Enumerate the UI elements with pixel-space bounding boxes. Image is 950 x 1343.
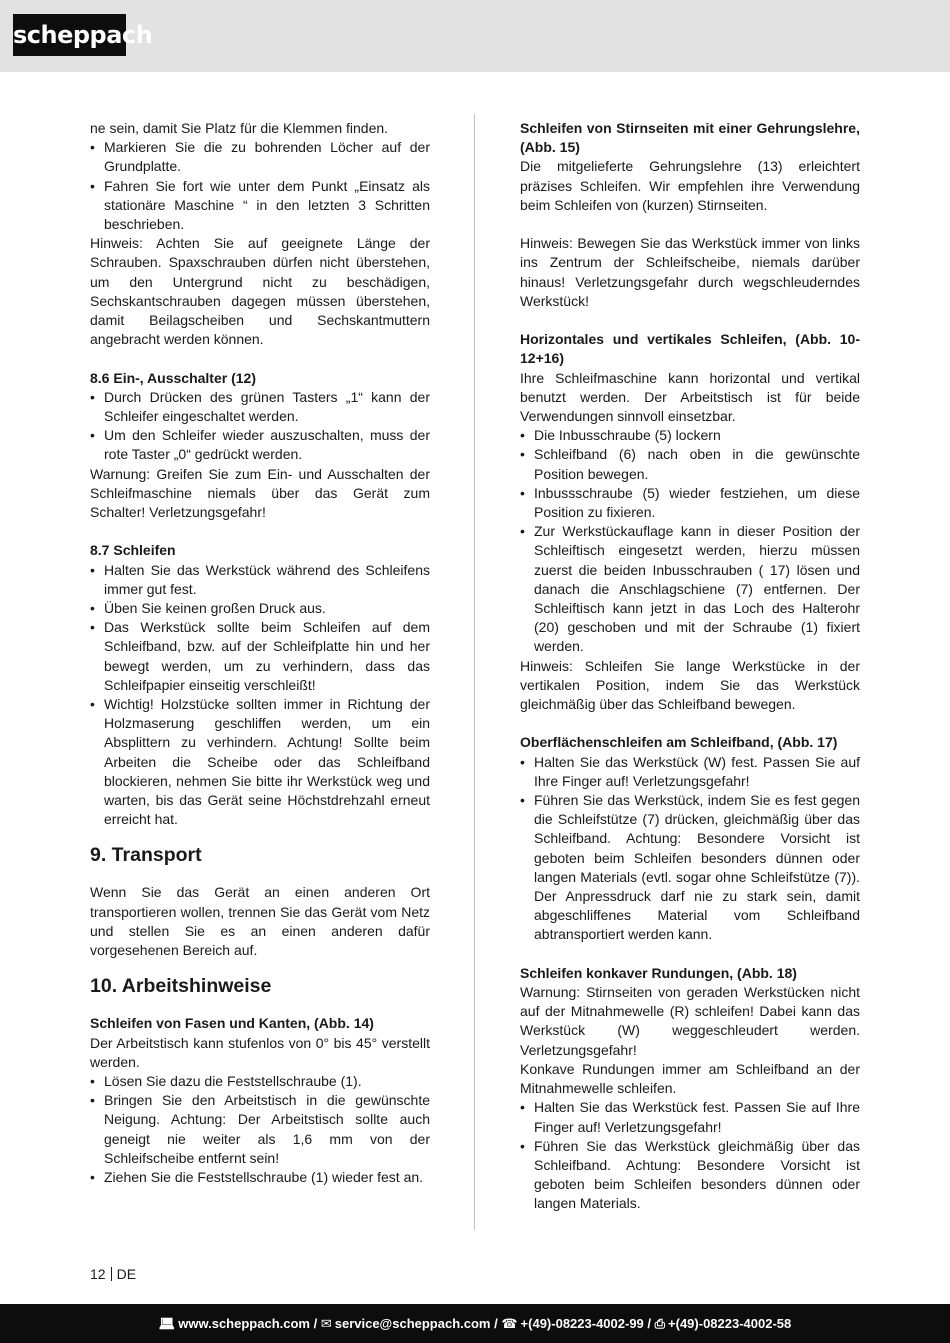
s87-bullet-list — [90, 561, 430, 830]
list-item: • Das Werkstück sollte beim Schleifen auf dem Schleifband, bzw. auf der Schleifplatte hin und her bewegt werden, um zu verhindern, dass das Schleifpapier einseitig verschleißt! — [90, 618, 430, 695]
subheading-stirnseiten: Schleifen von Stirnseiten mit einer Gehrungslehre, (Abb. 15) — [520, 120, 860, 156]
oberflaechen-bullet-list — [520, 753, 860, 945]
footer-band — [0, 1304, 950, 1343]
konkav-warning: Warnung: Stirnseiten von geraden Werkstücken nicht auf der Mitnahmewelle (R) schleifen! Dabei kann das Werkstück (W) weggeschleudert werden. Verletzungsgefahr! — [520, 984, 860, 1058]
stirnseiten-note: Hinweis: Bewegen Sie das Werkstück immer von links ins Zentrum der Schleifscheibe, niemals darüber hinaus! Verletzungsgefahr durch wegschleuderndes Werkstück! — [520, 235, 860, 309]
transport-text: Wenn Sie das Gerät an einen anderen Ort transportieren wollen, trennen Sie das Gerät vom Netz und stellen Sie es an einen anderen dafür vorgesehenen Bereich auf. — [90, 884, 430, 959]
fax-icon: ⎙ — [654, 1316, 666, 1331]
konkav-bullet-list — [520, 1098, 860, 1213]
list-item: • Halten Sie das Werkstück (W) fest. Passen Sie auf Ihre Finger auf! Verletzungsgefahr! — [520, 753, 860, 791]
list-item: • Führen Sie das Werkstück, indem Sie es fest gegen die Schleifstütze (7) drücken, gleichmäßig über das Schleifband. Achtung: Besondere Vorsicht ist geboten beim Schleifen besonders dünnen oder langen Materials (evtl. sogar ohne Schleifstütze (7)). Der Anpressdruck darf nie zu stark sein, damit abgeschliffenes Material vom Schleifband abtransportiert werden kann. — [520, 791, 860, 945]
fasen-bullet-list — [90, 1072, 430, 1187]
page-number-value: 12 — [90, 1266, 106, 1282]
section-heading-8-6: 8.6 Ein-, Ausschalter (12) — [90, 369, 256, 386]
list-item: • Ziehen Sie die Feststellschraube (1) wieder fest an. — [90, 1168, 430, 1187]
list-item: • Üben Sie keinen großen Druck aus. — [90, 599, 430, 618]
section-heading-8-7: 8.7 Schleifen — [90, 542, 176, 559]
s86-warning: Warnung: Greifen Sie zum Ein- und Ausschalten der Schleifmaschine niemals über das Gerät zum Schalter! Verletzungsgefahr! — [90, 465, 430, 521]
list-item: • Halten Sie das Werkstück fest. Passen Sie auf Ihre Finger auf! Verletzungsgefahr! — [520, 1098, 860, 1136]
scheppach-logo: scheppach — [13, 14, 126, 56]
page-number-separator — [111, 1267, 112, 1281]
intro-continuation: ne sein, damit Sie Platz für die Klemmen finden. — [90, 120, 389, 136]
stirnseiten-text: Die mitgelieferte Gehrungslehre (13) erleichtert präzises Schleifen. Wir empfehlen ihre Verwendung beim Schleifen von (kurzen) Stirnseiten. — [520, 158, 860, 213]
intro-bullet-list — [90, 138, 430, 234]
list-item: • Bringen Sie den Arbeitstisch in die gewünschte Neigung. Achtung: Der Arbeitstisch sollte auch geneigt nie weiter als 1,6 mm von der Schleifscheibe entfernt sein! — [90, 1091, 430, 1168]
subheading-konkav: Schleifen konkaver Rundungen, (Abb. 18) — [520, 964, 797, 981]
list-item: • Schleifband (6) nach oben in die gewünschte Position bewegen. — [520, 445, 860, 483]
subheading-oberflaechen: Oberflächenschleifen am Schleifband, (Abb. 17) — [520, 734, 838, 751]
footer-phone: +(49)-08223-4002-99 / — [520, 1316, 651, 1331]
list-item: • Wichtig! Holzstücke sollten immer in Richtung der Holzmaserung geschliffen werden, um ein Absplittern zu verhindern. Achtung! Sollte beim Arbeiten die Scheibe oder das Schleifband blockieren, nehmen Sie bitte ihr Werkstück weg und warten, bis das Gerät seine Höchstdrehzahl erneut erreicht hat. — [90, 695, 430, 829]
list-item: • Um den Schleifer wieder auszuschalten, muss der rote Taster „0“ gedrückt werden. — [90, 426, 430, 464]
konkav-text: Konkave Rundungen immer am Schleifband an der Mitnahmewelle schleifen. — [520, 1060, 860, 1097]
right-column — [520, 119, 860, 1214]
intro-note: Hinweis: Achten Sie auf geeignete Länge der Schrauben. Spaxschrauben dürfen nicht überstehen, um den Untergrund nicht zu beschädigen, Sechskantschrauben dagegen müssen überstehen, damit Beilagscheiben und Sechskantmuttern angebracht werden können. — [90, 235, 430, 348]
list-item: • Führen Sie das Werkstück gleichmäßig über das Schleifband. Achtung: Besondere Vorsicht ist geboten beim Schleifen besonders dünnen oder langen Materials. — [520, 1137, 860, 1214]
chapter-heading-9: 9. Transport — [90, 844, 202, 867]
column-divider — [474, 114, 475, 1230]
horizontal-text: Ihre Schleifmaschine kann horizontal und vertikal benutzt werden. Der Arbeitstisch ist für beide Verwendungen sinnvoll einsetzbar. — [520, 369, 860, 425]
list-item: • Lösen Sie dazu die Feststellschraube (1). — [90, 1072, 430, 1091]
list-item: • Markieren Sie die zu bohrenden Löcher auf der Grundplatte. — [90, 138, 430, 176]
s86-bullet-list — [90, 388, 430, 465]
language-code: DE — [116, 1266, 137, 1282]
subheading-horizontal-vertikal: Horizontales und vertikales Schleifen, (Abb. 10-12+16) — [520, 331, 860, 367]
list-item: • Inbussschraube (5) wieder festziehen, um diese Position zu fixieren. — [520, 484, 860, 522]
footer-fax: +(49)-08223-4002-58 — [668, 1316, 792, 1331]
header-band — [0, 0, 950, 72]
horizontal-bullet-list — [520, 426, 860, 656]
computer-icon: 💻︎ — [158, 1316, 176, 1331]
list-item: • Durch Drücken des grünen Tasters „1“ kann der Schleifer eingeschaltet werden. — [90, 388, 430, 426]
list-item: • Fahren Sie fort wie unter dem Punkt „Einsatz als stationäre Maschine “ in den letzten 3 Schritten beschrieben. — [90, 177, 430, 235]
fasen-text: Der Arbeitstisch kann stufenlos von 0° bis 45° verstellt werden. — [90, 1034, 430, 1070]
footer-website: www.scheppach.com / — [178, 1316, 318, 1331]
chapter-heading-10: 10. Arbeitshinweise — [90, 975, 272, 998]
phone-icon: ☎︎ — [501, 1316, 518, 1331]
footer-email: service@scheppach.com / — [334, 1316, 498, 1331]
list-item: • Halten Sie das Werkstück während des Schleifens immer gut fest. — [90, 561, 430, 599]
horizontal-note: Hinweis: Schleifen Sie lange Werkstücke in der vertikalen Position, indem Sie das Werkstück gleichmäßig über das Schleifband bewegen. — [520, 657, 860, 713]
list-item: • Die Inbusschraube (5) lockern — [520, 426, 860, 445]
left-column — [90, 119, 430, 1187]
email-icon: ✉︎ — [320, 1316, 332, 1331]
list-item: • Zur Werkstückauflage kann in dieser Position der Schleiftisch eingesetzt werden, hierzu müssen zuerst die beiden Inbusschrauben ( 17) lösen und danach die Anschlagschiene (7) entfernen. Der Schleiftisch kann jetzt in das Loch des Halterohr (20) geschoben und mit der Schraube (1) fixiert werden. — [520, 522, 860, 656]
subheading-fasen-kanten: Schleifen von Fasen und Kanten, (Abb. 14) — [90, 1015, 374, 1032]
page-number — [90, 1264, 136, 1284]
